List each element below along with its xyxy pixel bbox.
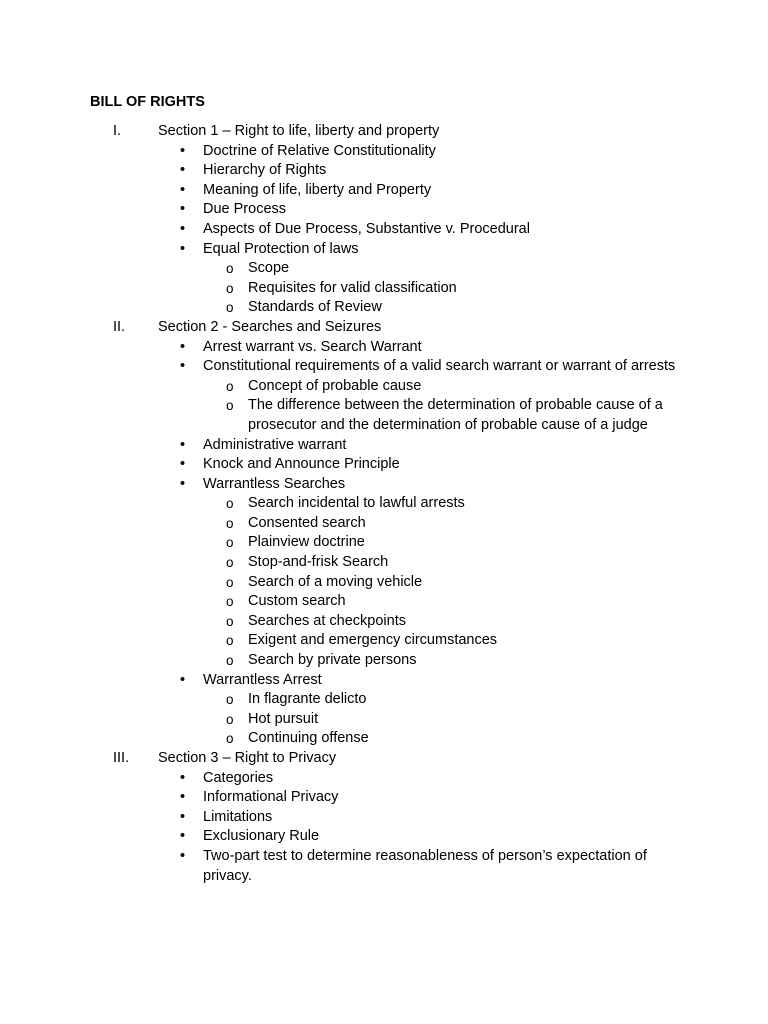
list-item — [0, 200, 768, 220]
list-item — [0, 436, 768, 456]
list-item — [0, 808, 768, 828]
sub-list-item — [0, 573, 768, 593]
section-heading: Section 2 - Searches and Seizures — [158, 318, 382, 335]
bullet-icon: • — [180, 181, 186, 198]
sub-list-item-text: Search incidental to lawful arrests — [248, 495, 465, 512]
list-item-text: Knock and Announce Principle — [203, 456, 400, 473]
bullet-icon: • — [180, 671, 186, 688]
list-item — [0, 671, 768, 691]
list-item — [0, 357, 768, 377]
circle-bullet-icon: o — [226, 378, 234, 394]
sub-list-item-text: Searches at checkpoints — [248, 612, 406, 629]
sub-list-item — [0, 298, 768, 318]
sub-list-item — [0, 494, 768, 514]
list-item-text: Doctrine of Relative Constitutionality — [203, 142, 436, 159]
section-heading-row — [0, 122, 768, 142]
document-title: BILL OF RIGHTS — [90, 94, 205, 110]
circle-bullet-icon: o — [226, 280, 234, 296]
sub-list-item — [0, 651, 768, 671]
list-item — [0, 220, 768, 240]
sub-list-item — [0, 631, 768, 651]
circle-bullet-icon: o — [226, 300, 234, 316]
sub-list-item-text: Search of a moving vehicle — [248, 573, 423, 590]
sub-list-item — [0, 710, 768, 730]
list-item — [0, 475, 768, 495]
bullet-icon: • — [180, 789, 186, 806]
bullet-icon: • — [180, 162, 186, 179]
bullet-icon: • — [180, 436, 186, 453]
list-item — [0, 455, 768, 475]
bullet-icon: • — [180, 142, 186, 159]
list-item — [0, 181, 768, 201]
circle-bullet-icon: o — [226, 594, 234, 610]
sub-list-item-text: Concept of probable cause — [248, 377, 422, 394]
bullet-icon: • — [180, 338, 186, 355]
bullet-icon: • — [180, 456, 186, 473]
circle-bullet-icon: o — [226, 515, 234, 531]
list-item — [0, 847, 768, 886]
list-item — [0, 769, 768, 789]
section-numeral: I. — [113, 123, 122, 139]
sub-list-item — [0, 396, 768, 435]
list-item-text: Categories — [203, 769, 274, 786]
list-item — [0, 788, 768, 808]
sub-list-item — [0, 553, 768, 573]
circle-bullet-icon: o — [226, 574, 234, 590]
sub-list-item-text: Search by private persons — [248, 652, 417, 669]
list-item-text: Warrantless Searches — [203, 475, 346, 492]
section-heading-row — [0, 749, 768, 769]
list-item-text: Arrest warrant vs. Search Warrant — [203, 338, 422, 355]
sub-list-item-text: Exigent and emergency circumstances — [248, 632, 498, 649]
list-item-text: Hierarchy of Rights — [203, 162, 327, 179]
list-item-text: Constitutional requirements of a valid search warrant or warrant of arrests — [203, 358, 676, 375]
circle-bullet-icon: o — [226, 555, 234, 571]
bullet-icon: • — [180, 475, 186, 492]
sub-list-item — [0, 377, 768, 397]
list-item-text: Meaning of life, liberty and Property — [203, 181, 432, 198]
sub-list-item — [0, 533, 768, 553]
sub-list-item-text: Scope — [248, 260, 290, 277]
sub-list-item-text: Stop-and-frisk Search — [248, 554, 389, 571]
bullet-icon: • — [180, 358, 186, 375]
circle-bullet-icon: o — [226, 496, 234, 512]
bullet-icon: • — [180, 847, 186, 864]
list-item-text: Warrantless Arrest — [203, 671, 322, 688]
list-item — [0, 240, 768, 260]
sub-list-item — [0, 514, 768, 534]
bullet-icon: • — [180, 828, 186, 845]
list-item-text: Informational Privacy — [203, 789, 339, 806]
bullet-icon: • — [180, 769, 186, 786]
circle-bullet-icon: o — [226, 653, 234, 669]
list-item-text: Aspects of Due Process, Substantive v. Procedural — [203, 220, 530, 237]
sub-list-item-text: Consented search — [248, 514, 366, 531]
list-item — [0, 161, 768, 181]
sub-list-item-text: Continuing offense — [248, 730, 369, 747]
circle-bullet-icon: o — [226, 261, 234, 277]
list-item — [0, 827, 768, 847]
list-item-text: Limitations — [203, 808, 273, 825]
circle-bullet-icon: o — [226, 535, 234, 551]
sub-list-item-text: Standards of Review — [248, 299, 382, 316]
section-heading: Section 1 – Right to life, liberty and property — [158, 123, 440, 139]
sub-list-item-text: Custom search — [248, 593, 346, 610]
sub-list-item-text: Hot pursuit — [248, 710, 319, 727]
sub-list-item — [0, 279, 768, 299]
sub-list-item-text: Requisites for valid classification — [248, 279, 457, 296]
bullet-icon: • — [180, 220, 186, 237]
bullet-icon: • — [180, 201, 186, 218]
bullet-icon: • — [180, 808, 186, 825]
list-item — [0, 338, 768, 358]
list-item-text: Equal Protection of laws — [203, 240, 359, 257]
circle-bullet-icon: o — [226, 398, 234, 414]
sub-list-item — [0, 592, 768, 612]
list-item — [0, 142, 768, 162]
circle-bullet-icon: o — [226, 633, 234, 649]
sub-list-item-text: Plainview doctrine — [248, 534, 365, 551]
sub-list-item-text: The difference between the determination of probable cause of a prosecutor and the determination of probable cause of a judge — [248, 397, 663, 433]
sub-list-item — [0, 690, 768, 710]
sub-list-item — [0, 612, 768, 632]
list-item-text: Administrative warrant — [203, 436, 347, 453]
section-numeral: III. — [113, 750, 130, 766]
list-item-text: Exclusionary Rule — [203, 828, 320, 845]
sub-list-item-text: In flagrante delicto — [248, 691, 367, 708]
circle-bullet-icon: o — [226, 692, 234, 708]
bullet-icon: • — [180, 240, 186, 257]
circle-bullet-icon: o — [226, 731, 234, 747]
list-item-text: Due Process — [203, 201, 287, 218]
circle-bullet-icon: o — [226, 613, 234, 629]
section-heading-row — [0, 318, 768, 338]
section-numeral: II. — [113, 318, 126, 335]
sub-list-item — [0, 729, 768, 749]
sub-list-item — [0, 259, 768, 279]
outline-list — [0, 122, 768, 886]
section-heading: Section 3 – Right to Privacy — [158, 750, 337, 766]
list-item-text: Two-part test to determine reasonableness of person’s expectation of privacy. — [203, 847, 647, 884]
circle-bullet-icon: o — [226, 711, 234, 727]
